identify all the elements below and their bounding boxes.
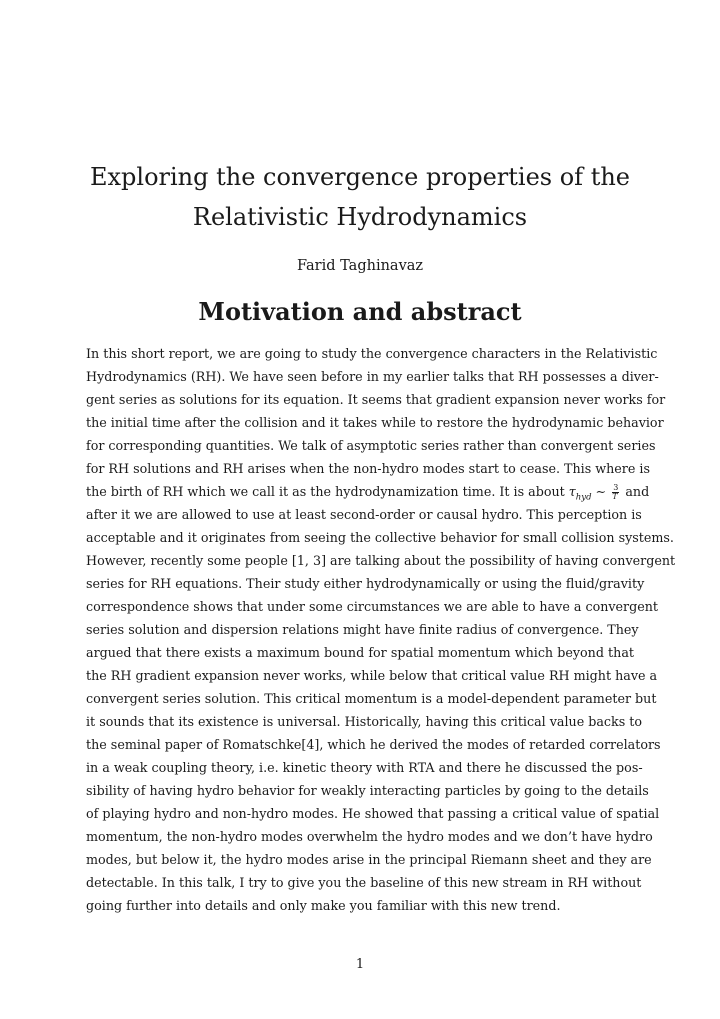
- paragraph-line: for corresponding quantities. We talk of asymptotic series rather than convergent series: [86, 438, 656, 453]
- section-heading: Motivation and abstract: [198, 297, 522, 326]
- paragraph-line: correspondence shows that under some circumstances we are able to have a convergent: [86, 599, 659, 614]
- paragraph-line: of playing hydro and non-hydro modes. He showed that passing a critical value of spatial: [86, 806, 660, 821]
- math-line-text-before: the birth of RH which we call it as the hydrodynamization time. It is about: [86, 484, 569, 499]
- page-number: 1: [355, 957, 365, 972]
- paragraph-line: detectable. In this talk, I try to give you the baseline of this new stream in RH without: [86, 875, 642, 890]
- tau-symbol: τ: [568, 484, 576, 499]
- fraction-numerator: 3: [613, 483, 619, 492]
- sim-symbol: ∼: [591, 484, 611, 499]
- paragraph-line: in a weak coupling theory, i.e. kinetic theory with RTA and there he discussed the pos-: [86, 760, 643, 775]
- paragraph-line: Hydrodynamics (RH). We have seen before in my earlier talks that RH possesses a diver-: [86, 369, 659, 384]
- paragraph-line: gent series as solutions for its equation. It seems that gradient expansion never works for: [86, 392, 666, 407]
- paragraph-line: [86, 480, 650, 503]
- paragraph-line: going further into details and only make you familiar with this new trend.: [86, 898, 561, 913]
- paragraph-line: it sounds that its existence is universal. Historically, having this critical value backs to: [86, 714, 643, 729]
- paragraph-line: convergent series solution. This critical momentum is a model-dependent parameter but: [86, 691, 657, 706]
- title-line-1: Exploring the convergence properties of the: [89, 163, 630, 191]
- paragraph-line: argued that there exists a maximum bound for spatial momentum which beyond that: [86, 645, 634, 660]
- paragraph-line: modes, but below it, the hydro modes arise in the principal Riemann sheet and they are: [86, 852, 652, 867]
- paragraph-line: the initial time after the collision and it takes while to restore the hydrodynamic behavior: [86, 415, 664, 430]
- paragraph-line: series for RH equations. Their study either hydrodynamically or using the fluid/gravity: [86, 576, 645, 591]
- tau-subscript: hyd: [575, 492, 592, 503]
- paragraph-line: acceptable and it originates from seeing the collective behavior for small collision systems.: [86, 530, 674, 545]
- paragraph-line: In this short report, we are going to study the convergence characters in the Relativistic: [86, 346, 658, 361]
- math-line-text-after: and: [621, 484, 650, 499]
- paragraph-line: the RH gradient expansion never works, while below that critical value RH might have a: [86, 668, 658, 683]
- paragraph-line: momentum, the non-hydro modes overwhelm the hydro modes and we don’t have hydro: [86, 829, 653, 844]
- fraction-3-over-T: [612, 484, 619, 501]
- paragraph-line: series solution and dispersion relations might have finite radius of convergence. They: [86, 622, 639, 637]
- author-name: Farid Taghinavaz: [296, 258, 424, 274]
- abstract-paragraph: [86, 342, 676, 917]
- paragraph-line: for RH solutions and RH arises when the non-hydro modes start to cease. This where is: [86, 461, 650, 476]
- paragraph-line: the seminal paper of Romatschke[4], which he derived the modes of retarded correlators: [86, 737, 661, 752]
- paragraph-line: sibility of having hydro behavior for weakly interacting particles by going to the details: [86, 783, 649, 798]
- paragraph-line: after it we are allowed to use at least second-order or causal hydro. This perception is: [86, 507, 642, 522]
- title-line-2: Relativistic Hydrodynamics: [192, 203, 528, 231]
- paragraph-line: However, recently some people [1, 3] are talking about the possibility of having convergent: [86, 553, 676, 568]
- fraction-denominator: T: [612, 492, 618, 501]
